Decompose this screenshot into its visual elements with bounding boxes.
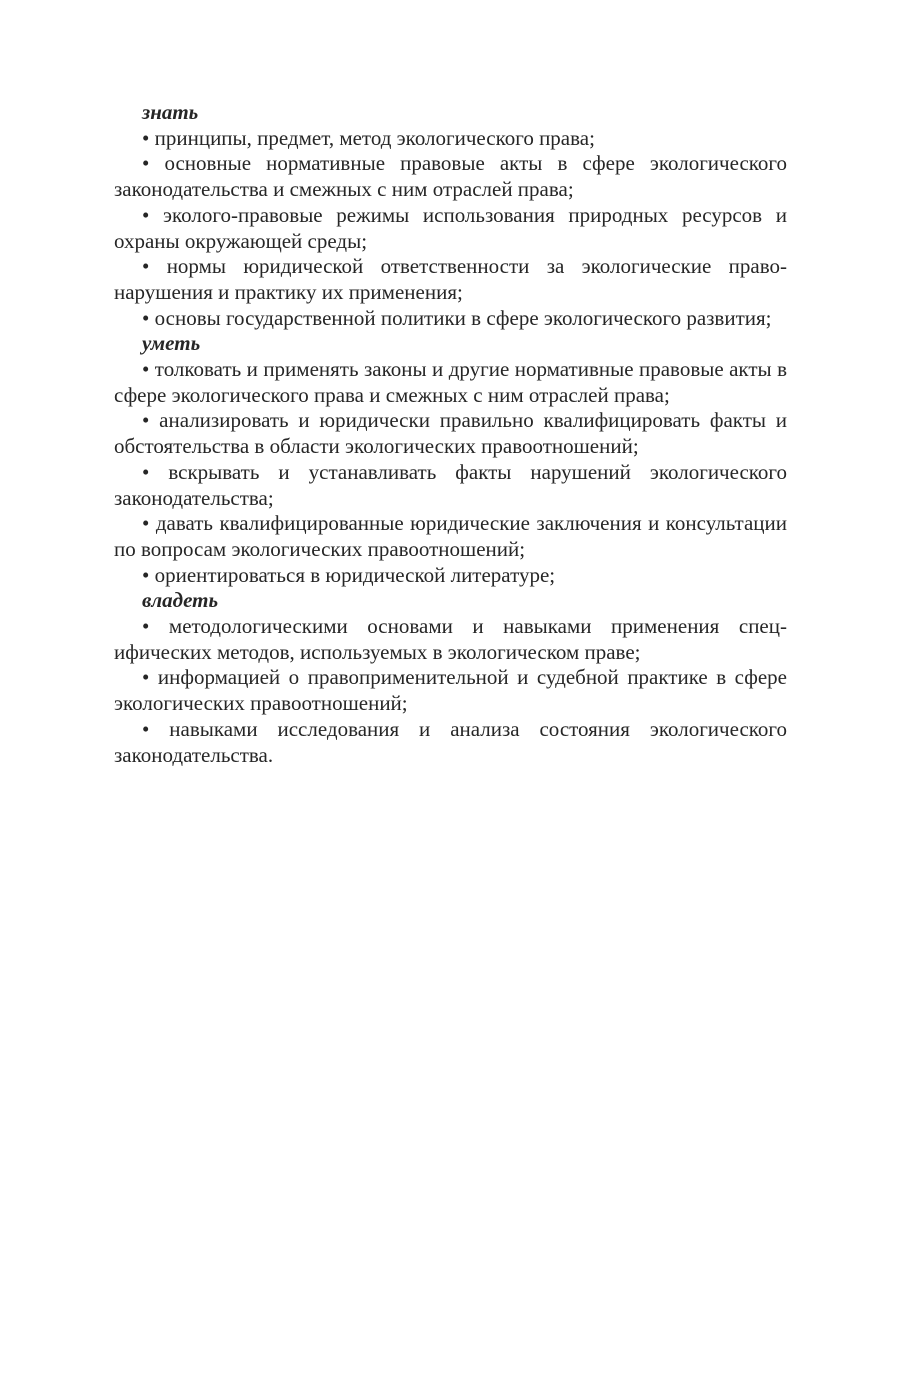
- bullet: •: [142, 305, 150, 330]
- section-heading: уметь: [142, 331, 201, 356]
- list-item: [114, 460, 787, 511]
- bullet: •: [142, 459, 150, 484]
- list-item: [114, 511, 787, 562]
- list-item-text: анализировать и юридически правильно квалифицировать факты и обстоятельства в области экологических правоотношений;: [114, 408, 787, 459]
- list-item: [114, 614, 787, 665]
- list-item-text: навыками исследования и анализа состояния экологического законодательства.: [114, 716, 787, 767]
- list-item-text: толковать и применять законы и другие нормативные правовые акты в сфере экологического права и смежных с ним отраслей права;: [114, 357, 787, 407]
- section-master: [114, 588, 787, 768]
- list-item: [114, 563, 787, 589]
- bullet: •: [142, 151, 150, 176]
- list-item: [114, 203, 787, 254]
- document-page: [114, 100, 787, 768]
- bullet: •: [142, 357, 150, 382]
- list-item: [114, 126, 787, 152]
- list-item-text: эколого-правовые режимы использования природных ресурсов и охраны окружающей среды;: [114, 202, 787, 253]
- list-item-text: давать квалифицированные юридические заключения и консультации по вопросам экологических правоотношений;: [114, 511, 787, 561]
- list-item-text: вскрывать и устанавливать факты нарушений экологического законодательства;: [114, 459, 788, 510]
- list-item: [114, 254, 787, 305]
- list-item-text: основы государственной политики в сфере экологического развития;: [154, 305, 772, 330]
- section-heading: владеть: [142, 588, 219, 613]
- bullet: •: [142, 125, 150, 150]
- list-item-text: нормы юридической ответственности за экологические правонарушения и практику их применения;: [114, 254, 788, 304]
- bullet: •: [142, 202, 150, 227]
- bullet: •: [142, 254, 150, 279]
- bullet: •: [142, 562, 150, 587]
- list-item: [114, 717, 787, 768]
- bullet: •: [142, 614, 150, 639]
- section-be-able: [114, 331, 787, 588]
- bullet: •: [142, 716, 150, 741]
- list-item: [114, 151, 787, 202]
- bullet: •: [142, 665, 150, 690]
- list-item-text: принципы, предмет, метод экологического права;: [154, 125, 595, 150]
- list-item-text: методологическими основами и навыками применения специфических методов, используемых в экологическом праве;: [114, 614, 787, 664]
- list-item: [114, 665, 787, 716]
- list-item-text: ориентироваться в юридической литературе;: [154, 562, 556, 587]
- bullet: •: [142, 408, 150, 433]
- section-heading: знать: [142, 100, 199, 124]
- list-item: [114, 306, 787, 332]
- list-item-text: информацией о правоприменительной и судебной практике в сфере экологических правоотношений;: [114, 665, 788, 716]
- section-know: [114, 100, 787, 331]
- bullet: •: [142, 511, 150, 536]
- list-item: [114, 408, 787, 459]
- list-item: [114, 357, 787, 408]
- list-item-text: основные нормативные правовые акты в сфере экологического законодательства и смежных с ним отраслей права;: [114, 151, 787, 202]
